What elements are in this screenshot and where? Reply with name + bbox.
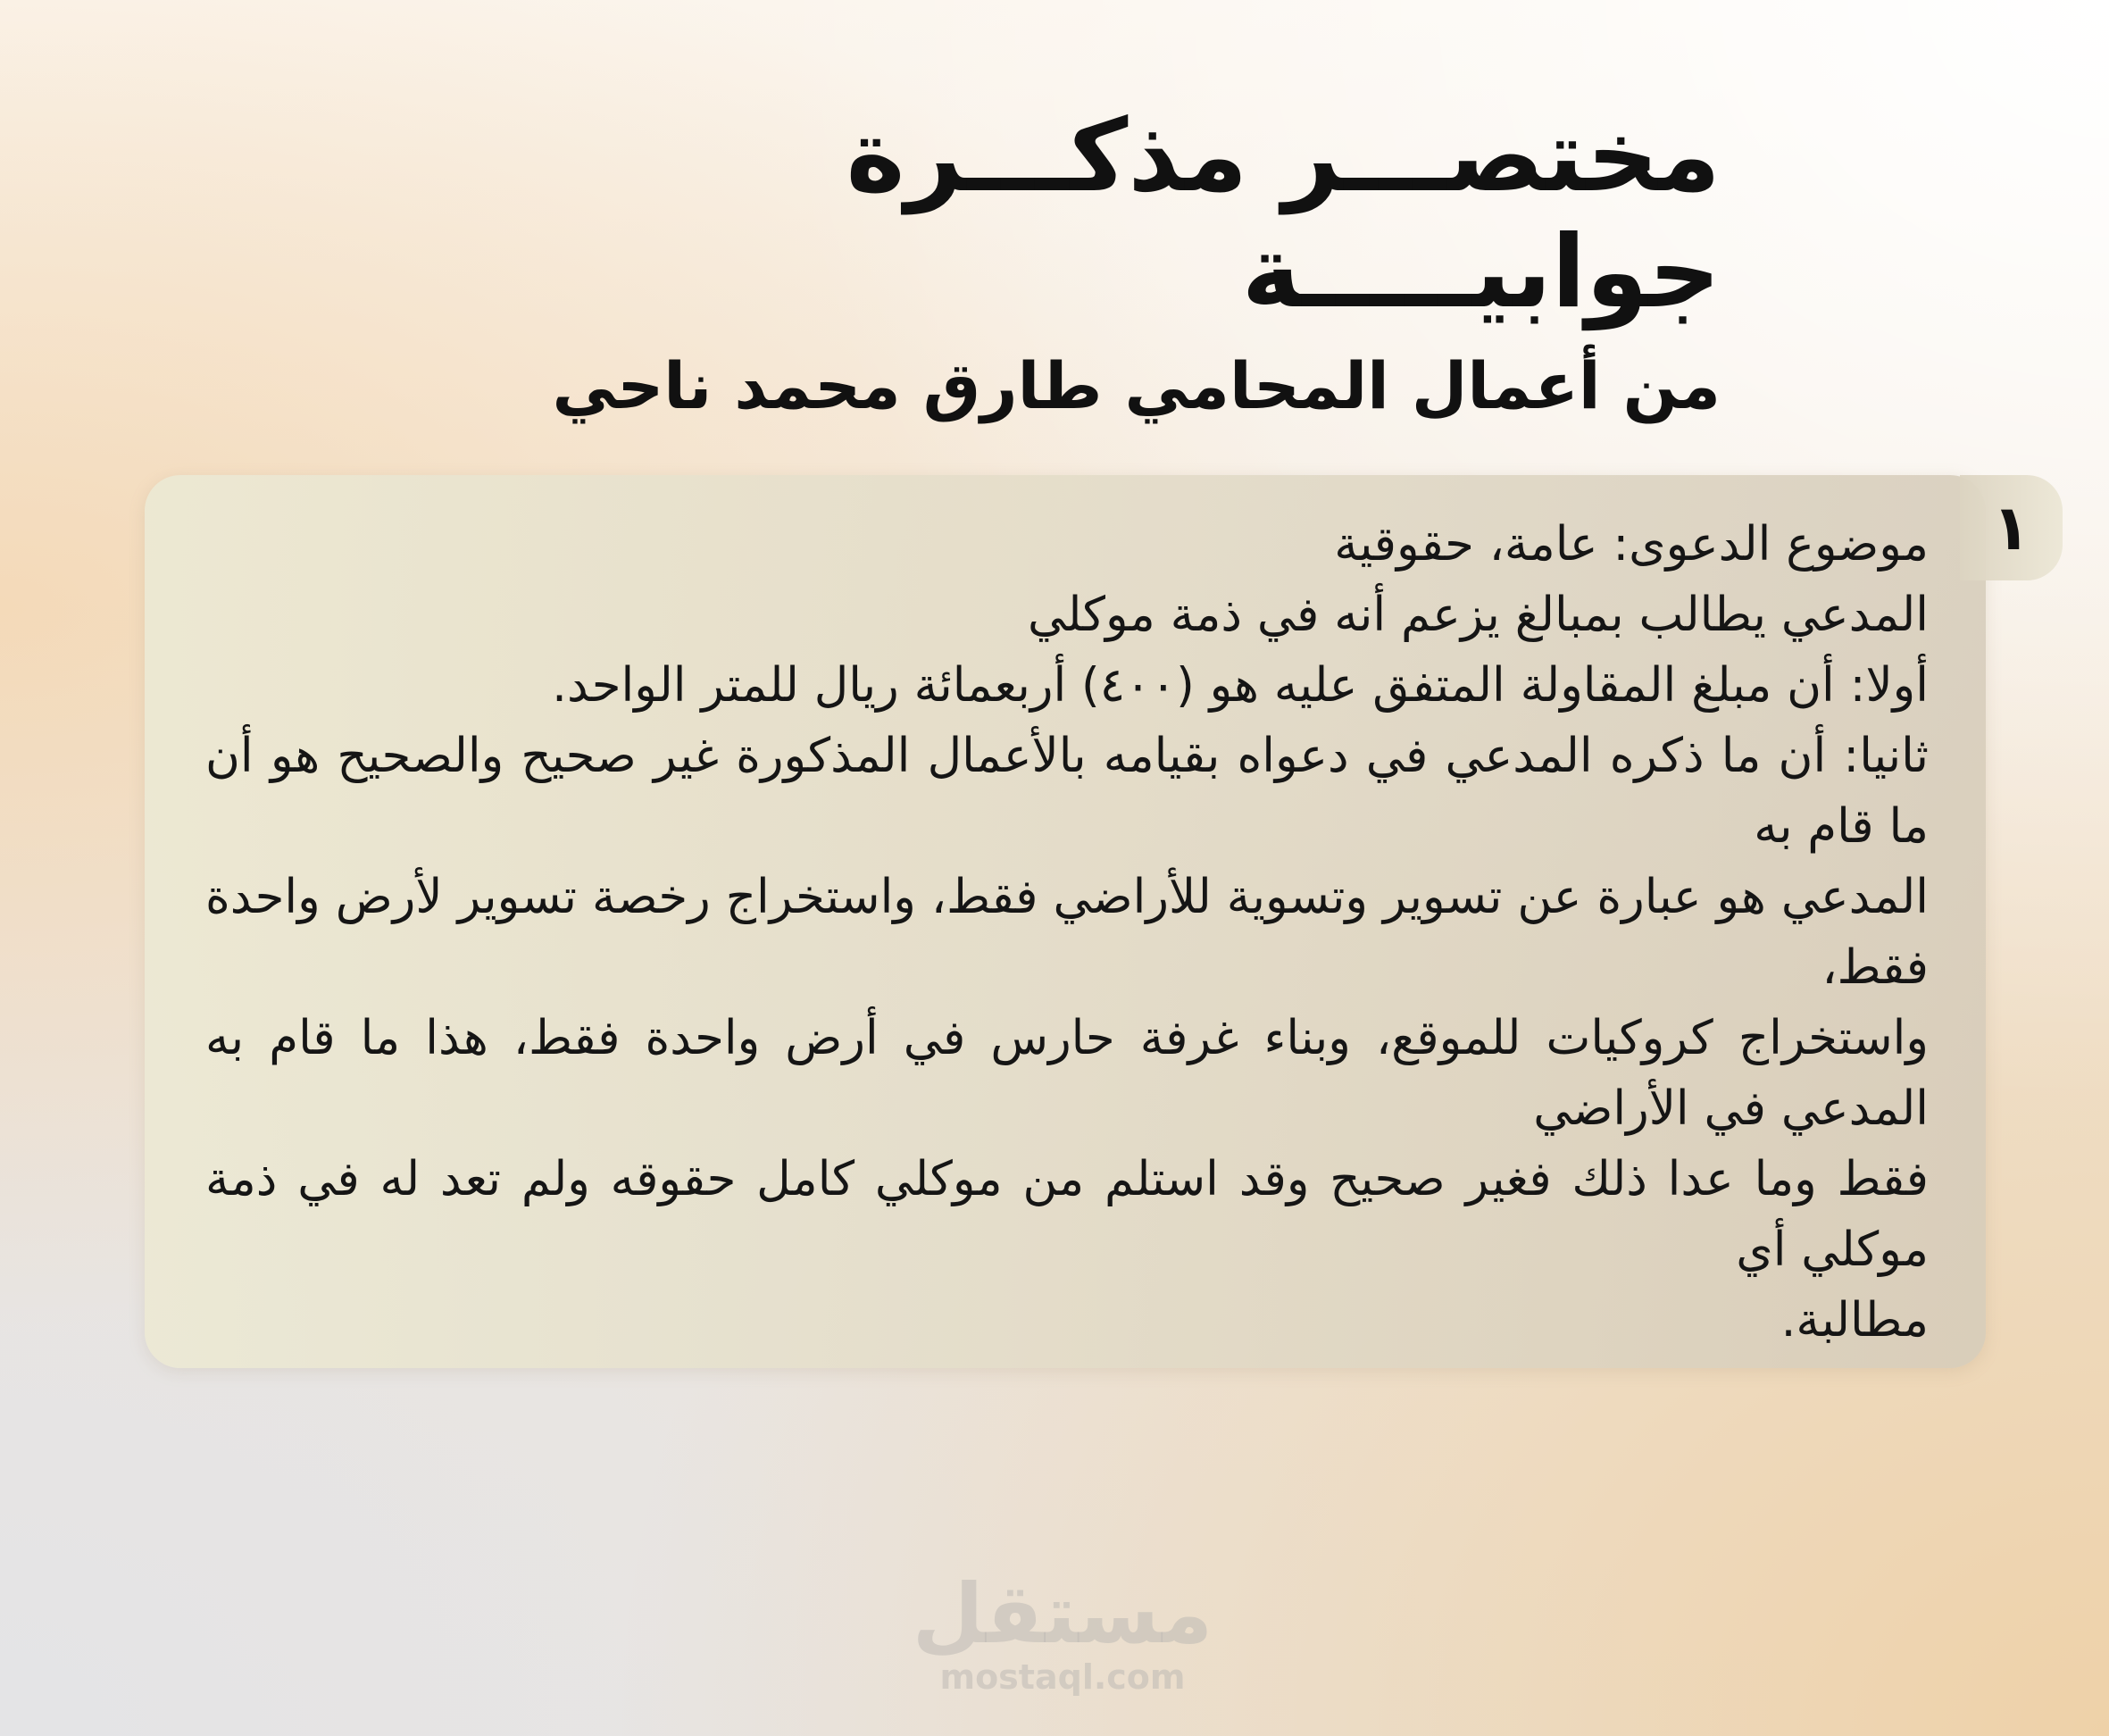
item-number-tab (1960, 475, 2063, 580)
item-number: ١ (1992, 491, 2030, 564)
memo-line: أولا: أن مبلغ المقاولة المتفق عليه هو (٤٠٠) أربعمائة ريال للمتر الواحد. (552, 658, 1929, 713)
memo-line: مطالبة. (1780, 1293, 1929, 1348)
page-subtitle: من أعمال المحامي طارق محمد ناحي (552, 348, 1721, 423)
memo-text (205, 509, 1929, 1356)
memo-line: المدعي يطالب بمبالغ يزعم أنه في ذمة موكلي (1028, 588, 1929, 642)
watermark-arabic: مستقل (912, 1566, 1213, 1662)
memo-line: موضوع الدعوى: عامة، حقوقية (1334, 517, 1929, 572)
page-title: مختصـــر مذكـــرة جوابيـــــة (846, 98, 1721, 330)
memo-line: ثانيا: أن ما ذكره المدعي في دعواه بقيامه بالأعمال المذكورة غير صحيح والصحيح هو أن ما قام به (205, 729, 1929, 854)
memo-line: فقط وما عدا ذلك فغير صحيح وقد استلم من موكلي كامل حقوقه ولم تعد له في ذمة موكلي أي (205, 1152, 1929, 1277)
memo-line: المدعي هو عبارة عن تسوير وتسوية للأراضي فقط، واستخراج رخصة تسوير لأرض واحدة فقط، (205, 870, 1929, 995)
memo-line: واستخراج كروكيات للموقع، وبناء غرفة حارس في أرض واحدة فقط، هذا ما قام به المدعي في الأراضي (205, 1011, 1929, 1136)
mostaql-watermark (911, 1566, 1214, 1697)
header (381, 98, 1721, 430)
watermark-latin: mostaql.com (939, 1657, 1186, 1697)
